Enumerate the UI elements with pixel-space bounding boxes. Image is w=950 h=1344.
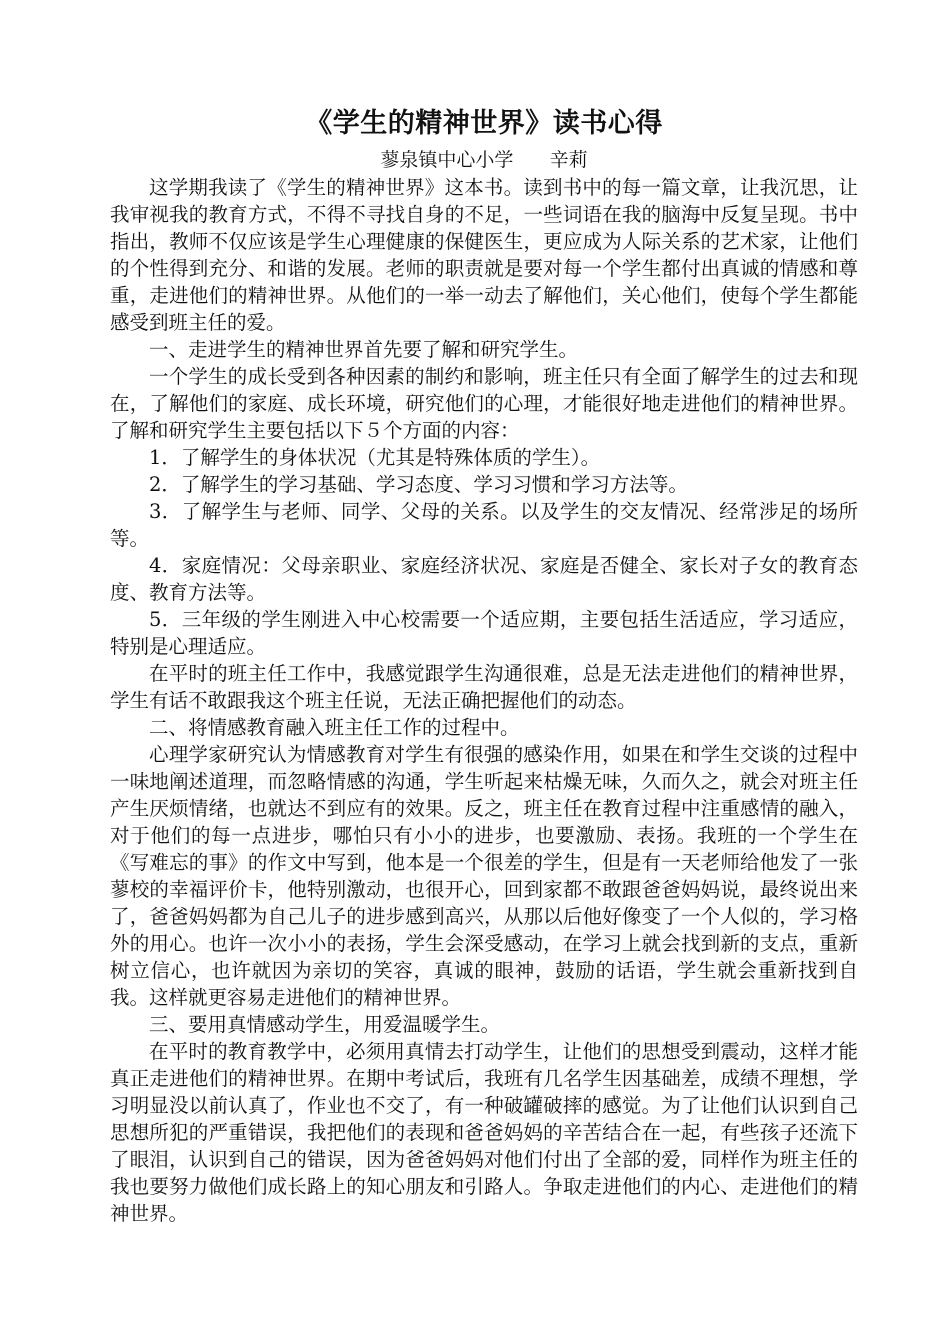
document-title: 《学生的精神世界》读书心得 bbox=[305, 108, 663, 139]
list-item-2: 2．了解学生的学习基础、学习态度、学习习惯和学习方法等。 bbox=[149, 473, 688, 496]
section-heading-2: 二、将情感教育融入班主任工作的过程中。 bbox=[149, 716, 520, 739]
paragraph-understanding: 一个学生的成长受到各种因素的制约和影响，班主任只有全面了解学生的过去和现在，了解他们的家庭、成长环境，研究他们的心理，才能很好地走进他们的精神世界。了解和研究学生主要包括以下５个方面的内容： bbox=[110, 365, 858, 442]
paragraph-intro: 这学期我读了《学生的精神世界》这本书。读到书中的每一篇文章，让我沉思，让我审视我的教育方式，不得不寻找自身的不足，一些词语在我的脑海中反复呈现。书中指出，教师不仅应该是学生心理健康的保健医生，更应成为人际关系的艺术家，让他们的个性得到充分、和谐的发展。老师的职责就是要对每一个学生都付出真诚的情感和尊重，走进他们的精神世界。从他们的一举一动去了解他们，关心他们，使每个学生都能感受到班主任的爱。 bbox=[110, 176, 858, 334]
paragraph-communication: 在平时的班主任工作中，我感觉跟学生沟通很难，总是无法走进他们的精神世界，学生有话不敢跟我这个班主任说，无法正确把握他们的动态。 bbox=[110, 662, 858, 712]
paragraph-sincerity: 在平时的教育教学中，必须用真情去打动学生，让他们的思想受到震动，这样才能真正走进他们的精神世界。在期中考试后，我班有几名学生因基础差，成绩不理想，学习明显没以前认真了，作业也不交了，有一种破罐破摔的感觉。为了让他们认识到自己思想所犯的严重错误，我把他们的表现和爸爸妈妈的辛苦结合在一起，有些孩子还流下了眼泪，认识到自己的错误，因为爸爸妈妈对他们付出了全部的爱，同样作为班主任的我也要努力做他们成长路上的知心朋友和引路人。争取走进他们的内心、走进他们的精神世界。 bbox=[110, 1040, 858, 1225]
author-byline: 蓼泉镇中心小学 辛莉 bbox=[380, 149, 588, 171]
section-heading-3: 三、要用真情感动学生，用爱温暖学生。 bbox=[149, 1013, 501, 1036]
section-heading-1: 一、走进学生的精神世界首先要了解和研究学生。 bbox=[149, 338, 579, 361]
document-page bbox=[110, 104, 858, 1227]
list-item-3: 3．了解学生与老师、同学、父母的关系。以及学生的交友情况、经常涉足的场所等。 bbox=[110, 500, 858, 550]
list-item-1: 1．了解学生的身体状况（尤其是特殊体质的学生）。 bbox=[149, 446, 601, 469]
list-item-5: 5．三年级的学生刚进入中心校需要一个适应期，主要包括生活适应，学习适应，特别是心理适应。 bbox=[110, 608, 858, 658]
paragraph-emotional-education: 心理学家研究认为情感教育对学生有很强的感染作用，如果在和学生交谈的过程中一味地阐述道理，而忽略情感的沟通，学生听起来枯燥无味，久而久之，就会对班主任产生厌烦情绪，也就达不到应有的效果。反之，班主任在教育过程中注重感情的融入，对于他们的每一点进步，哪怕只有小小的进步，也要激励、表扬。我班的一个学生在《写难忘的事》的作文中写到，他本是一个很差的学生，但是有一天老师给他发了一张蓼校的幸福评价卡，他特别激动，也很开心，回到家都不敢跟爸爸妈妈说，最终说出来了，爸爸妈妈都为自己儿子的进步感到高兴，从那以后他好像变了一个人似的，学习格外的用心。也许一次小小的表扬，学生会深受感动，在学习上就会找到新的支点，重新树立信心，也许就因为亲切的笑容，真诚的眼神，鼓励的话语，学生就会重新找到自我。这样就更容易走进他们的精神世界。 bbox=[110, 743, 858, 1009]
list-item-4: 4．家庭情况：父母亲职业、家庭经济状况、家庭是否健全、家长对子女的教育态度、教育方法等。 bbox=[110, 554, 858, 604]
